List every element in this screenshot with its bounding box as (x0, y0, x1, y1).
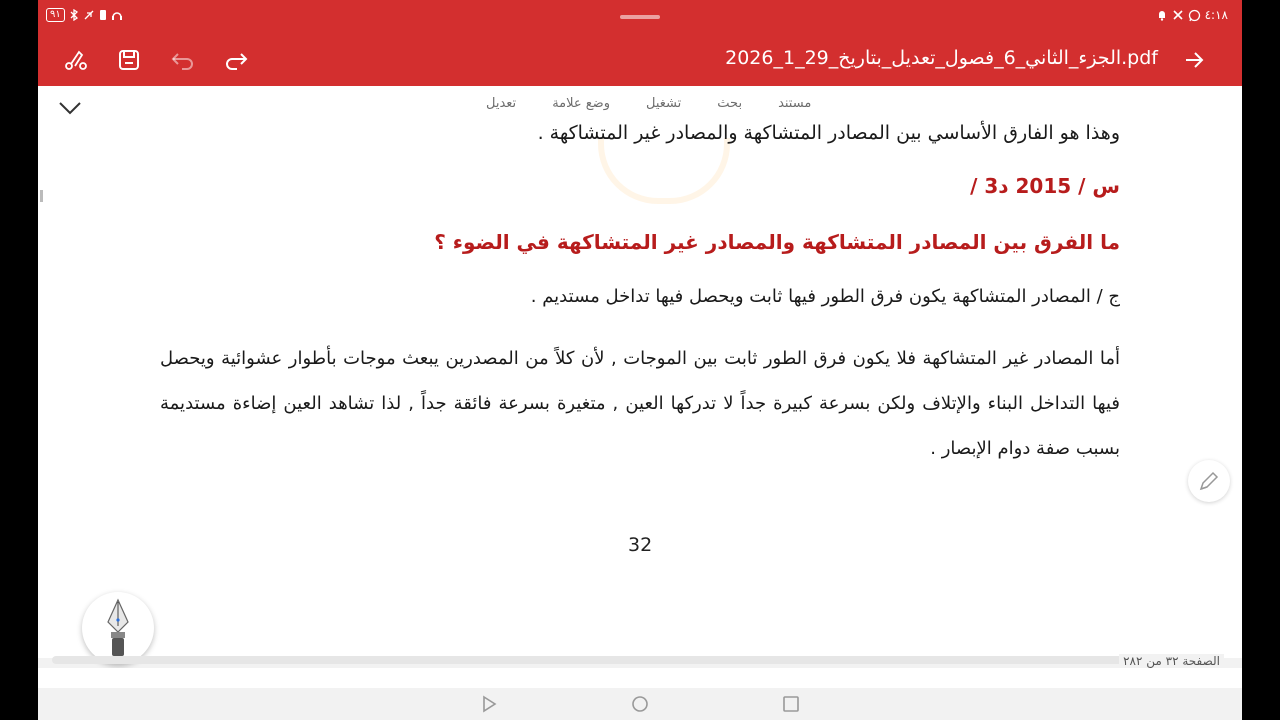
home-circle-icon[interactable] (631, 695, 649, 713)
status-icons-left (46, 8, 123, 22)
page-indicator: الصفحة ٣٢ من ٢٨٢ (1119, 654, 1224, 668)
pencil-edit-button[interactable] (1188, 460, 1230, 502)
side-edge-handle[interactable] (40, 190, 43, 202)
question-year: س / 2015 د3 / (970, 174, 1120, 198)
battery-indicator: ٩١ (46, 8, 65, 22)
menu-tabs (468, 96, 829, 111)
back-triangle-icon[interactable] (480, 695, 498, 713)
back-arrow-icon[interactable] (1180, 46, 1208, 74)
watermark-logo (598, 138, 730, 204)
partial-text-line: وهذا هو الفارق الأساسي بين المصادر المتشاكهة والمصادر غير المتشاكهة . (537, 122, 1120, 144)
signature-icon[interactable] (62, 46, 90, 74)
recents-square-icon[interactable] (782, 695, 800, 713)
undo-icon[interactable] (169, 46, 197, 74)
answer-paragraph: أما المصادر غير المتشاكهة فلا يكون فرق الطور ثابت بين الموجات , لأن كلاً من المصدرين يبعث موجات بأطوار عشوائية ويحصل فيها التداخل البناء والإتلاف ولكن بسرعة كبيرة جداً لا تدركها العين , متغيرة بسرعة فائقة جداً , لذا تشاهد العين إضاءة مستديمة بسبب صفة دوام الإبصار . (160, 348, 1120, 459)
answer-line: ج / المصادر المتشاكهة يكون فرق الطور فيها ثابت ويحصل فيها تداخل مستديم . (530, 286, 1120, 307)
horizontal-scrollbar[interactable] (52, 656, 1212, 664)
toolbar (38, 34, 1242, 86)
pencil-edit-icon (1198, 470, 1220, 492)
app-header (38, 0, 1242, 86)
bluetooth-icon (69, 9, 79, 21)
page-number: 32 (628, 534, 653, 556)
document-title: الجزء_الثاني_6_فصول_تعديل_بتاريخ_29_1_2026.pdf (725, 47, 1158, 69)
app-screen (38, 0, 1242, 720)
pen-tool-button[interactable] (82, 592, 154, 664)
notification-bell-icon (1156, 9, 1168, 21)
question-title: ما الفرق بين المصادر المتشاكهة والمصادر غير المتشاكهة في الضوء ؟ (434, 230, 1120, 254)
whatsapp-icon (1188, 9, 1201, 22)
tab-document[interactable]: مستند (778, 96, 812, 111)
next-page-edge (38, 668, 1242, 688)
phone-icon (99, 9, 107, 21)
chevron-down-icon[interactable] (58, 98, 82, 118)
save-icon[interactable] (115, 46, 143, 74)
clock: ٤:١٨ (1204, 8, 1228, 22)
pdf-page[interactable] (38, 122, 1242, 658)
tab-mark[interactable]: وضع علامة (552, 96, 611, 111)
fountain-pen-icon (101, 598, 135, 658)
status-bar (38, 0, 1242, 34)
drag-handle[interactable] (620, 15, 660, 19)
tab-play[interactable]: تشغيل (646, 96, 682, 111)
status-icons-right (1156, 8, 1228, 22)
redo-icon[interactable] (222, 46, 250, 74)
system-nav-bar (38, 688, 1242, 720)
tab-edit[interactable]: تعديل (486, 96, 517, 111)
headset-icon (111, 9, 123, 21)
tools-icon (1172, 9, 1184, 21)
tab-search[interactable]: بحث (717, 96, 743, 111)
mute-icon (83, 9, 95, 21)
